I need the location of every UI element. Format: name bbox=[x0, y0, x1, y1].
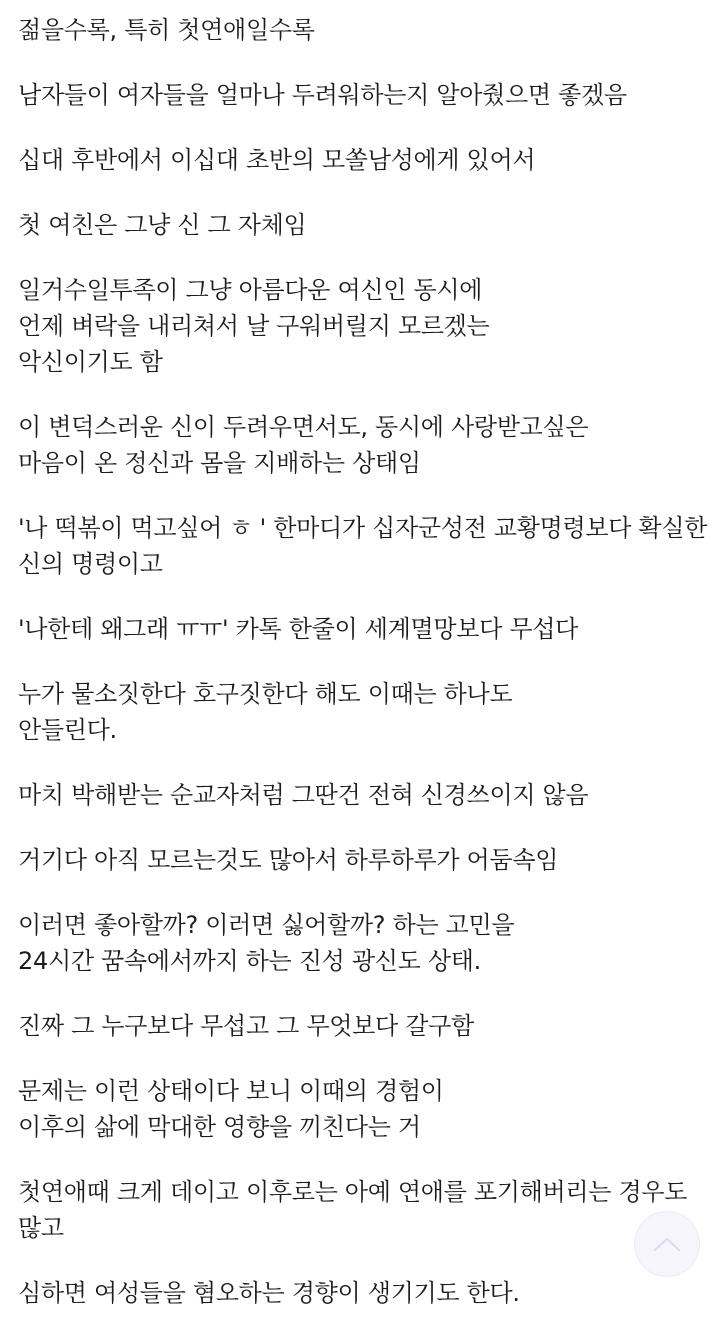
paragraph-line: 첫 여친은 그냥 신 그 자체임 bbox=[18, 211, 307, 239]
post-paragraph bbox=[18, 907, 708, 979]
paragraph-line: 이 변덕스러운 신이 두려우면서도, 동시에 사랑받고싶은 bbox=[18, 413, 589, 441]
paragraph-line: 마음이 온 정신과 몸을 지배하는 상태임 bbox=[18, 449, 421, 477]
paragraph-line: 안들린다. bbox=[18, 716, 117, 744]
post-paragraph bbox=[18, 409, 708, 481]
paragraph-line: 악신이기도 함 bbox=[18, 348, 163, 376]
post-paragraph bbox=[18, 207, 708, 243]
post-paragraph bbox=[18, 142, 708, 178]
post-paragraph bbox=[18, 1174, 708, 1246]
paragraph-line: 젊을수록, 특히 첫연애일수록 bbox=[18, 16, 315, 44]
paragraph-line: 신의 명령이고 bbox=[18, 550, 163, 578]
chevron-up-icon bbox=[653, 1236, 681, 1252]
paragraph-line: 진짜 그 누구보다 무섭고 그 무엇보다 갈구함 bbox=[18, 1012, 474, 1040]
paragraph-line: 언제 벼락을 내리쳐서 날 구워버릴지 모르겠는 bbox=[18, 312, 490, 340]
paragraph-line: 마치 박해받는 순교자처럼 그딴건 전혀 신경쓰이지 않음 bbox=[18, 781, 589, 809]
post-paragraph bbox=[18, 510, 708, 582]
paragraph-line: 누가 물소짓한다 호구짓한다 해도 이때는 하나도 bbox=[18, 680, 513, 708]
paragraph-line: 첫연애때 크게 데이고 이후로는 아예 연애를 포기해버리는 경우도 bbox=[18, 1178, 688, 1206]
paragraph-line: '나한테 왜그래 ㅠㅠ' 카톡 한줄이 세계멸망보다 무섭다 bbox=[18, 615, 579, 643]
post-paragraph bbox=[18, 676, 708, 748]
post-paragraph bbox=[18, 1073, 708, 1145]
paragraph-line: 24시간 꿈속에서까지 하는 진성 광신도 상태. bbox=[18, 947, 481, 975]
post-paragraph bbox=[18, 611, 708, 647]
post-paragraph bbox=[18, 12, 708, 48]
post-body bbox=[18, 12, 708, 1340]
paragraph-line: 일거수일투족이 그냥 아름다운 여신인 동시에 bbox=[18, 276, 483, 304]
post-paragraph bbox=[18, 777, 708, 813]
paragraph-line: 문제는 이런 상태이다 보니 이때의 경험이 bbox=[18, 1077, 444, 1105]
post-paragraph bbox=[18, 1008, 708, 1044]
paragraph-line: 심하면 여성들을 혐오하는 경향이 생기기도 한다. bbox=[18, 1279, 520, 1307]
paragraph-line: 이후의 삶에 막대한 영향을 끼친다는 거 bbox=[18, 1113, 421, 1141]
paragraph-line: '나 떡볶이 먹고싶어 ㅎ ' 한마디가 십자군성전 교황명령보다 확실한 bbox=[18, 514, 708, 542]
post-paragraph bbox=[18, 77, 708, 113]
post-paragraph bbox=[18, 1275, 708, 1311]
post-paragraph bbox=[18, 272, 708, 380]
post-paragraph bbox=[18, 842, 708, 878]
paragraph-line: 이러면 좋아할까? 이러면 싫어할까? 하는 고민을 bbox=[18, 911, 515, 939]
scroll-to-top-button[interactable] bbox=[634, 1211, 700, 1277]
paragraph-line: 십대 후반에서 이십대 초반의 모쏠남성에게 있어서 bbox=[18, 146, 536, 174]
paragraph-line: 남자들이 여자들을 얼마나 두려워하는지 알아줬으면 좋겠음 bbox=[18, 81, 627, 109]
paragraph-line: 거기다 아직 모르는것도 많아서 하루하루가 어둠속임 bbox=[18, 846, 559, 874]
paragraph-line: 많고 bbox=[18, 1214, 64, 1242]
